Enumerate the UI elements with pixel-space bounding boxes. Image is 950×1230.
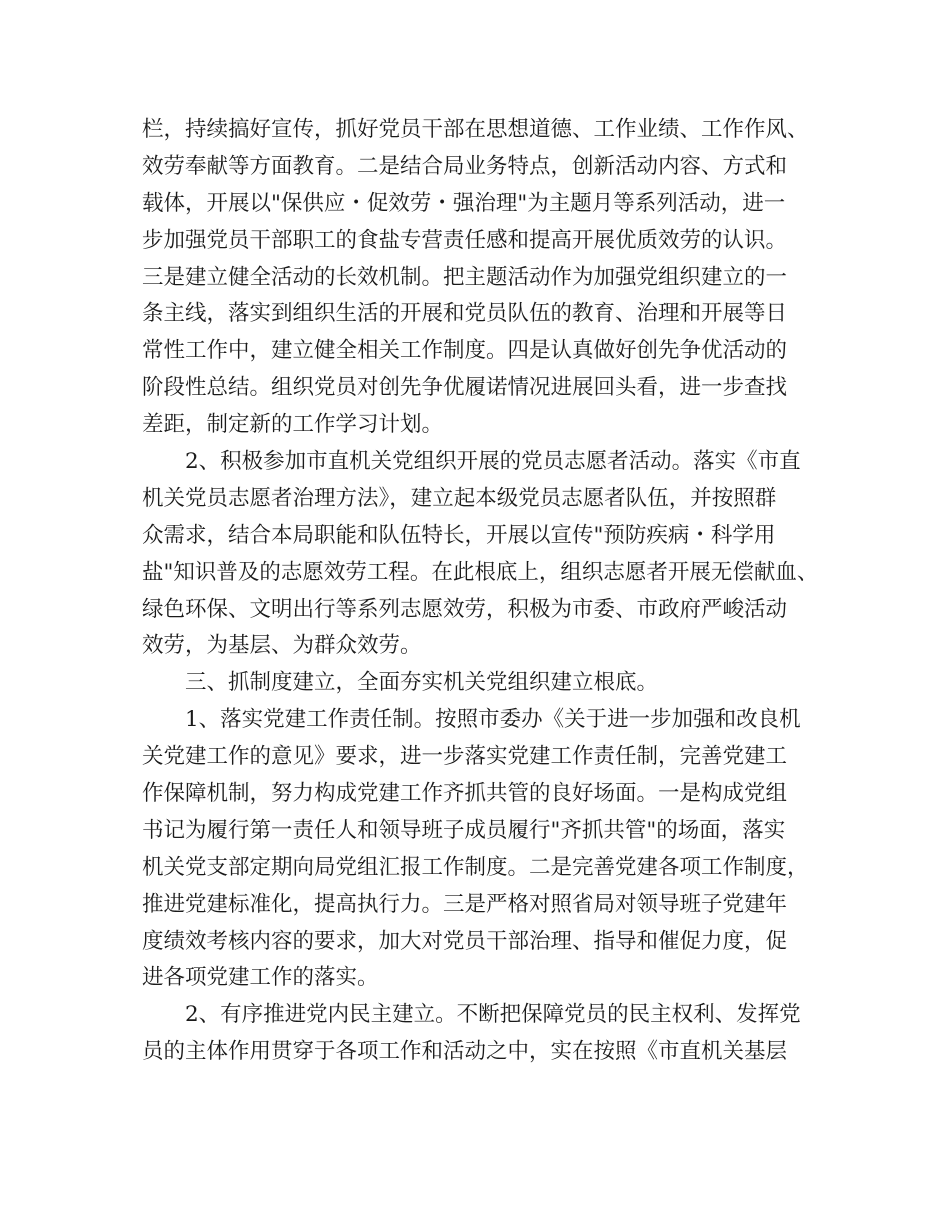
- text-line: 盐"知识普及的志愿效劳工程。在此根底上，组织志愿者开展无偿献血、: [142, 559, 819, 585]
- text-line: 度绩效考核内容的要求，加大对党员干部治理、指导和催促力度，促: [142, 928, 788, 954]
- paragraph: [142, 997, 812, 1071]
- text-line: 进各项党建工作的落实。: [142, 965, 379, 991]
- text-line: 机关党支部定期向局党组汇报工作制度。二是完善党建各项工作制度，: [142, 854, 809, 880]
- paragraph: [142, 702, 812, 997]
- text-line: 推进党建标准化，提高执行力。三是严格对照省局对领导班子党建年: [142, 891, 788, 917]
- text-line: 栏，持续搞好宣传，抓好党员干部在思想道德、工作业绩、工作作风、: [142, 117, 809, 142]
- text-line: 效劳，为基层、为群众效劳。: [142, 633, 422, 659]
- text-line: 关党建工作的意见》要求，进一步落实党建工作责任制，完善党建工: [142, 744, 788, 770]
- text-line: 书记为履行第一责任人和领导班子成员履行"齐抓共管"的场面，落实: [142, 817, 786, 843]
- text-line: 常性工作中，建立健全相关工作制度。四是认真做好创先争优活动的: [142, 338, 788, 364]
- text-line: 作保障机制，努力构成党建工作齐抓共管的良好场面。一是构成党组: [142, 781, 788, 807]
- text-line: 三、抓制度建立，全面夯实机关党组织建立根底。: [185, 670, 659, 696]
- text-line: 绿色环保、文明出行等系列志愿效劳，积极为市委、市政府严峻活动: [142, 596, 788, 622]
- text-line: 效劳奉献等方面教育。二是结合局业务特点，创新活动内容、方式和: [142, 153, 788, 179]
- text-line: 员的主体作用贯穿于各项工作和活动之中，实在按照《市直机关基层: [142, 1039, 788, 1065]
- text-line: 机关党员志愿者治理方法》，建立起本级党员志愿者队伍，并按照群: [142, 485, 777, 511]
- text-line: 条主线，落实到组织生活的开展和党员队伍的教育、治理和开展等日: [142, 301, 788, 327]
- text-line: 阶段性总结。组织党员对创先争优履诺情况进展回头看，进一步查找: [142, 375, 788, 401]
- text-line: 三是建立健全活动的长效机制。把主题活动作为加强党组织建立的一: [142, 264, 788, 290]
- paragraph: [142, 444, 819, 665]
- section-heading: [142, 665, 812, 702]
- text-line: 步加强党员干部职工的食盐专营责任感和提高开展优质效劳的认识。: [142, 227, 788, 253]
- text-line: 载体，开展以"保供应・促效劳・强治理"为主题月等系列活动，进一: [142, 190, 786, 216]
- body-text: [142, 112, 819, 1071]
- text-line: 2、有序推进党内民主建立。不断把保障党员的民主权利、发挥党: [185, 1002, 801, 1028]
- text-line: 1、落实党建工作责任制。按照市委办《关于进一步加强和改良机: [185, 707, 801, 733]
- text-line: 差距，制定新的工作学习计划。: [142, 412, 444, 438]
- text-line: 众需求，结合本局职能和队伍特长，开展以宣传"预防疾病・科学用: [142, 522, 776, 548]
- text-line: 2、积极参加市直机关党组织开展的党员志愿者活动。落实《市直: [185, 449, 801, 475]
- paragraph: [142, 112, 812, 444]
